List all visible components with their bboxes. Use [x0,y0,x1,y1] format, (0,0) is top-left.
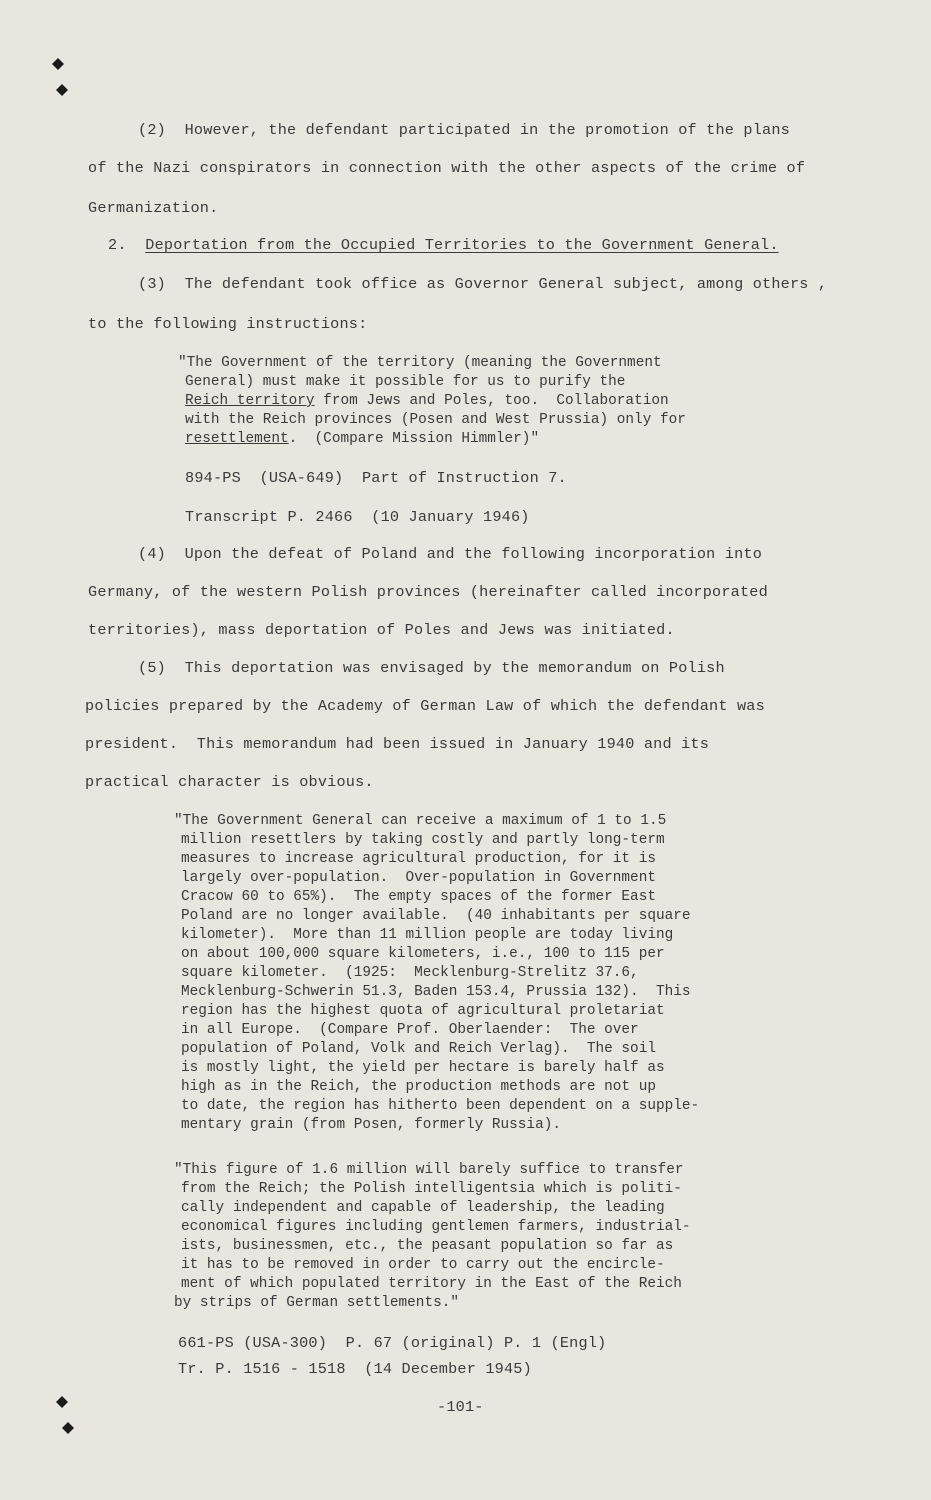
quote3-line: ment of which populated territory in the East of the Reich [181,1276,682,1292]
quote2-line: "The Government General can receive a maximum of 1 to 1.5 [174,813,667,829]
page-number: -101- [437,1398,484,1416]
para5-line3: president. This memorandum had been issued in January 1940 and its [85,735,710,753]
punch-mark-bottom-1 [56,1396,68,1408]
quote1-line5 [185,430,539,449]
quote2-line: square kilometer. (1925: Mecklenburg-Strelitz 37.6, [181,965,639,981]
quote2-line: Mecklenburg-Schwerin 51.3, Baden 153.4, Prussia 132). This [181,984,691,1000]
quote3-line: from the Reich; the Polish intelligentsia which is politi- [181,1181,682,1197]
para4-line2: Germany, of the western Polish provinces (hereinafter called incorporated [88,583,768,601]
para5-line1: (5) This deportation was envisaged by the memorandum on Polish [138,659,725,677]
quote1-underlined-term: Reich territory [185,393,315,409]
quote3-line: by strips of German settlements." [174,1295,459,1311]
punch-mark-top-1 [52,58,64,70]
quote3-line: "This figure of 1.6 million will barely suffice to transfer [174,1162,684,1178]
quote2-line: high as in the Reich, the production methods are not up [181,1079,656,1095]
quote1-line3 [185,392,669,411]
section-heading [108,236,779,254]
quote2-line: Poland are no longer available. (40 inhabitants per square [181,908,691,924]
quote1-line1: "The Government of the territory (meaning the Government [178,355,662,371]
citation1-doc: 894-PS (USA-649) Part of Instruction 7. [185,469,567,487]
quote1-line4: with the Reich provinces (Posen and West Prussia) only for [185,412,686,428]
section-title: Deportation from the Occupied Territories to the Government General. [145,236,779,254]
para4-line1: (4) Upon the defeat of Poland and the following incorporation into [138,545,763,563]
quote2-line: is mostly light, the yield per hectare is barely half as [181,1060,665,1076]
para4-line3: territories), mass deportation of Poles and Jews was initiated. [88,621,675,639]
para5-line2: policies prepared by the Academy of German Law of which the defendant was [85,697,765,715]
quote2-line: largely over-population. Over-population in Government [181,870,656,886]
quote2-line: kilometer). More than 11 million people are today living [181,927,674,943]
quote3-line: cally independent and capable of leadership, the leading [181,1200,665,1216]
quote2-line: in all Europe. (Compare Prof. Oberlaender: The over [181,1022,639,1038]
quote2-line: mentary grain (from Posen, formerly Russia). [181,1117,561,1133]
quote3-line: ists, businessmen, etc., the peasant population so far as [181,1238,674,1254]
section-number: 2. [108,236,127,254]
quote2-line: region has the highest quota of agricultural proletariat [181,1003,665,1019]
quote2-line: population of Poland, Volk and Reich Verlag). The soil [181,1041,656,1057]
quote3-line: it has to be removed in order to carry out the encircle- [181,1257,665,1273]
punch-mark-top-2 [56,84,68,96]
para3-line1: (3) The defendant took office as Governor General subject, among others , [138,275,828,293]
citation1-transcript: Transcript P. 2466 (10 January 1946) [185,508,530,526]
punch-mark-bottom-2 [62,1422,74,1434]
citation2-doc: 661-PS (USA-300) P. 67 (original) P. 1 (Engl) [178,1334,607,1352]
quote1-line3-rest: from Jews and Poles, too. Collaboration [314,393,669,409]
quote1-line2: General) must make it possible for us to purify the [185,374,626,390]
citation2-transcript: Tr. P. 1516 - 1518 (14 December 1945) [178,1360,532,1378]
quote2-line: million resettlers by taking costly and partly long-term [181,832,665,848]
quote1-underlined-resettlement: resettlement [185,431,289,447]
para3-line2: to the following instructions: [88,315,368,333]
quote1-line5-rest: . (Compare Mission Himmler)" [288,431,540,447]
para2-line1: (2) However, the defendant participated in the promotion of the plans [138,121,790,139]
quote2-line: measures to increase agricultural production, for it is [181,851,656,867]
para2-line3: Germanization. [88,199,219,217]
quote3-line: economical figures including gentlemen farmers, industrial- [181,1219,691,1235]
quote2-line: Cracow 60 to 65%). The empty spaces of the former East [181,889,656,905]
para2-line2: of the Nazi conspirators in connection with the other aspects of the crime of [88,159,806,177]
quote2-line: on about 100,000 square kilometers, i.e., 100 to 115 per [181,946,665,962]
quote2-line: to date, the region has hitherto been dependent on a supple- [181,1098,700,1114]
para5-line4: practical character is obvious. [85,773,374,791]
